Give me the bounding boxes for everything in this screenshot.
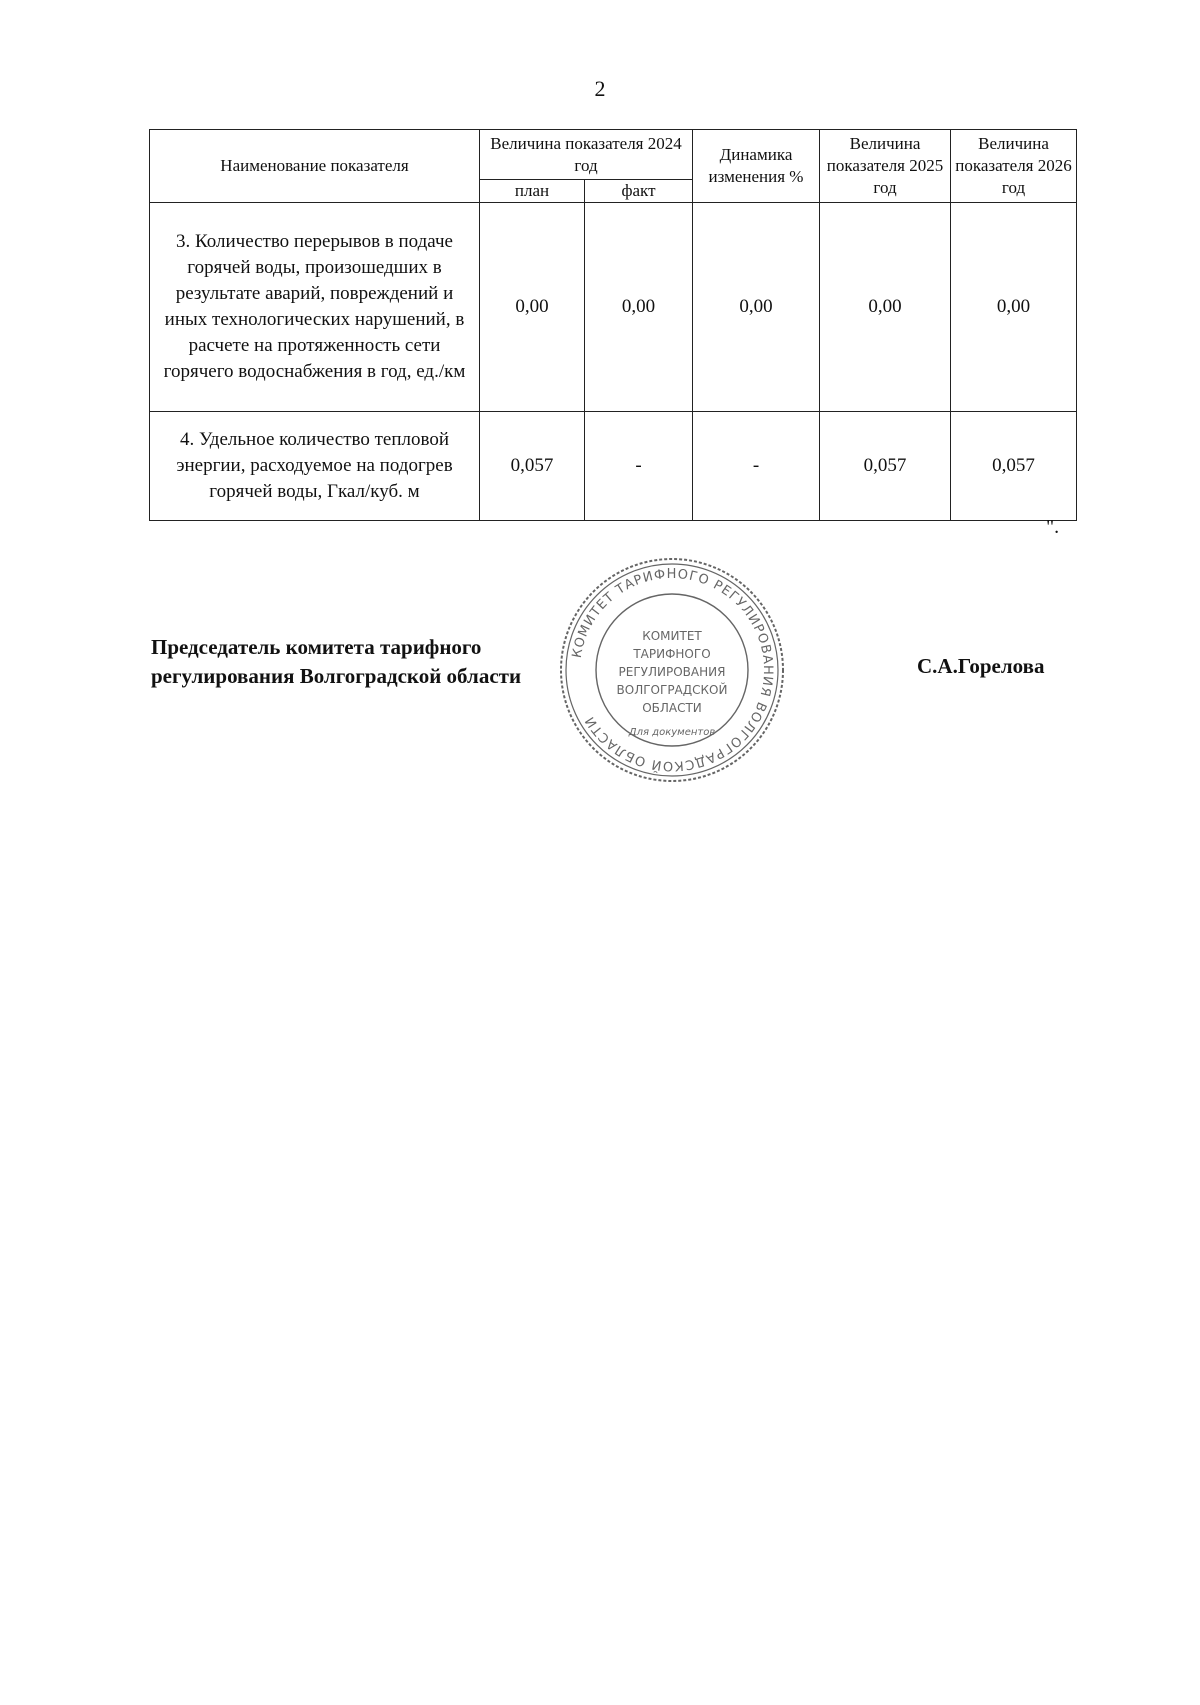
plan-value: 0,057 bbox=[480, 412, 585, 521]
fact-value: 0,00 bbox=[585, 203, 693, 412]
fact-value: - bbox=[585, 412, 693, 521]
signatory-title bbox=[151, 633, 521, 691]
header-dynamics: Динамика изменения % bbox=[693, 130, 820, 203]
seal-center-line2: ТАРИФНОГО bbox=[633, 647, 711, 661]
value-2025: 0,00 bbox=[820, 203, 951, 412]
value-2025: 0,057 bbox=[820, 412, 951, 521]
seal-center-line4: ВОЛГОГРАДСКОЙ bbox=[616, 683, 728, 697]
header-name: Наименование показателя bbox=[150, 130, 480, 203]
indicators-table bbox=[149, 129, 1077, 521]
seal-bottom-text: Для документов bbox=[628, 727, 716, 738]
table-row bbox=[150, 203, 1077, 412]
header-value-2025: Величина показателя 2025 год bbox=[820, 130, 951, 203]
header-value-2026: Величина показателя 2026 год bbox=[951, 130, 1077, 203]
header-value-2024: Величина показателя 2024 год bbox=[480, 130, 693, 180]
seal-center-line5: ОБЛАСТИ bbox=[642, 701, 702, 715]
closing-quote: ". bbox=[1046, 516, 1060, 538]
dynamics-value: - bbox=[693, 412, 820, 521]
value-2026: 0,057 bbox=[951, 412, 1077, 521]
value-2026: 0,00 bbox=[951, 203, 1077, 412]
plan-value: 0,00 bbox=[480, 203, 585, 412]
seal-center-line3: РЕГУЛИРОВАНИЯ bbox=[618, 665, 726, 679]
signatory-name: С.А.Горелова bbox=[917, 654, 1045, 678]
signatory-title-line2: регулирования Волгоградской области bbox=[151, 664, 522, 688]
official-seal bbox=[557, 555, 787, 785]
seal-outer-text: КОМИТЕТ ТАРИФНОГО РЕГУЛИРОВАНИЯ ВОЛГОГРАДСКОЙ ОБЛАСТИ bbox=[569, 566, 776, 774]
signatory-title-line1: Председатель комитета тарифного bbox=[151, 635, 482, 659]
header-fact: факт bbox=[585, 180, 693, 203]
seal-center-line1: КОМИТЕТ bbox=[642, 629, 702, 643]
page-number: 2 bbox=[594, 76, 606, 101]
table-row bbox=[150, 412, 1077, 521]
indicator-name: 4. Удельное количество тепловой энергии, расходуемое на подогрев горячей воды, Гкал/куб. м bbox=[150, 412, 480, 521]
indicator-name: 3. Количество перерывов в подаче горячей воды, произошедших в результате аварий, повреждений и иных технологических нарушений, в расчете на протяженность сети горячего водоснабжения в год, ед./км bbox=[150, 203, 480, 412]
header-plan: план bbox=[480, 180, 585, 203]
dynamics-value: 0,00 bbox=[693, 203, 820, 412]
